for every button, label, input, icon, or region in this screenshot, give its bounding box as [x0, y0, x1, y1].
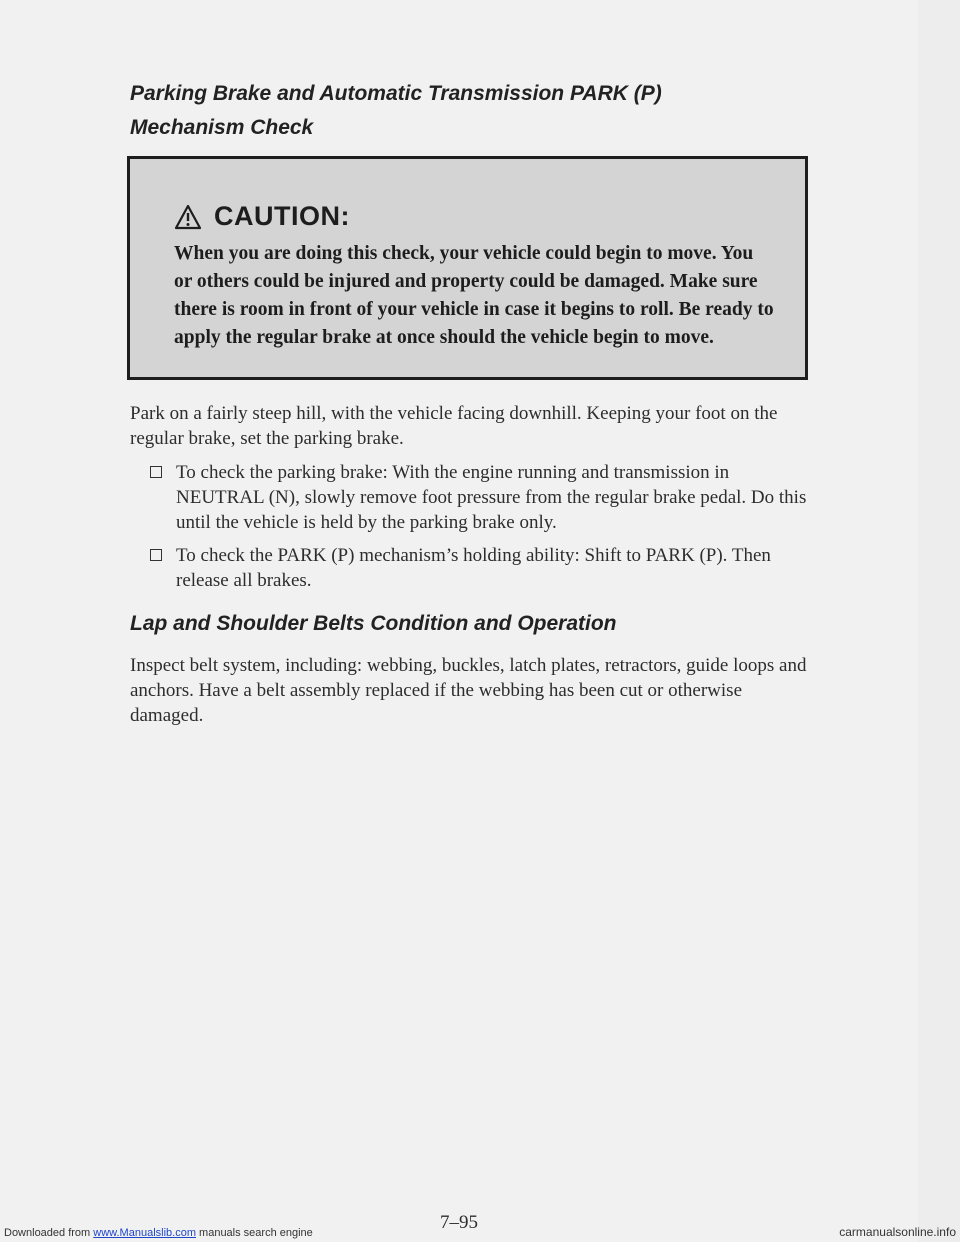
page-number: 7–95 — [440, 1212, 478, 1233]
caution-box — [127, 156, 808, 380]
list-item — [150, 460, 820, 535]
checkbox-bullet-icon — [150, 466, 162, 478]
caution-text: When you are doing this check, your vehicle could begin to move. You or others could be injured and property could be damaged. Make sure there is room in front of your vehicle in case it begins to roll. Be ready to apply the regular brake at once should the vehicle begin to move. — [174, 243, 774, 348]
caution-header — [174, 201, 350, 232]
download-footer — [4, 1227, 313, 1239]
list-item — [150, 543, 820, 593]
checkbox-bullet-icon — [150, 549, 162, 561]
intro-paragraph: Park on a fairly steep hill, with the vehicle facing downhill. Keeping your foot on the regular brake, set the parking brake. — [130, 403, 778, 449]
watermark-text: carmanualsonline.info — [839, 1225, 956, 1239]
list-item-text: To check the parking brake: With the engine running and transmission in NEUTRAL (N), slowly remove foot pressure from the regular brake pedal. Do this until the vehicle is held by the parking brake only. — [176, 462, 807, 533]
section-title-parking-brake-line2: Mechanism Check — [130, 116, 314, 139]
footer-prefix: Downloaded from — [4, 1227, 94, 1239]
section-title-lap-belts: Lap and Shoulder Belts Condition and Operation — [130, 612, 617, 635]
section-title-parking-brake-line1: Parking Brake and Automatic Transmission PARK (P) — [130, 82, 662, 105]
belts-paragraph: Inspect belt system, including: webbing, buckles, latch plates, retractors, guide loops and anchors. Have a belt assembly replaced if the webbing has been cut or otherwise damaged. — [130, 655, 807, 726]
footer-suffix: manuals search engine — [195, 1227, 313, 1239]
manualslib-link[interactable]: www.Manualslib.com — [93, 1227, 196, 1239]
warning-triangle-icon — [174, 204, 202, 230]
list-item-text: To check the PARK (P) mechanism’s holding ability: Shift to PARK (P). Then release all brakes. — [176, 545, 771, 591]
caution-label: CAUTION: — [214, 201, 350, 231]
